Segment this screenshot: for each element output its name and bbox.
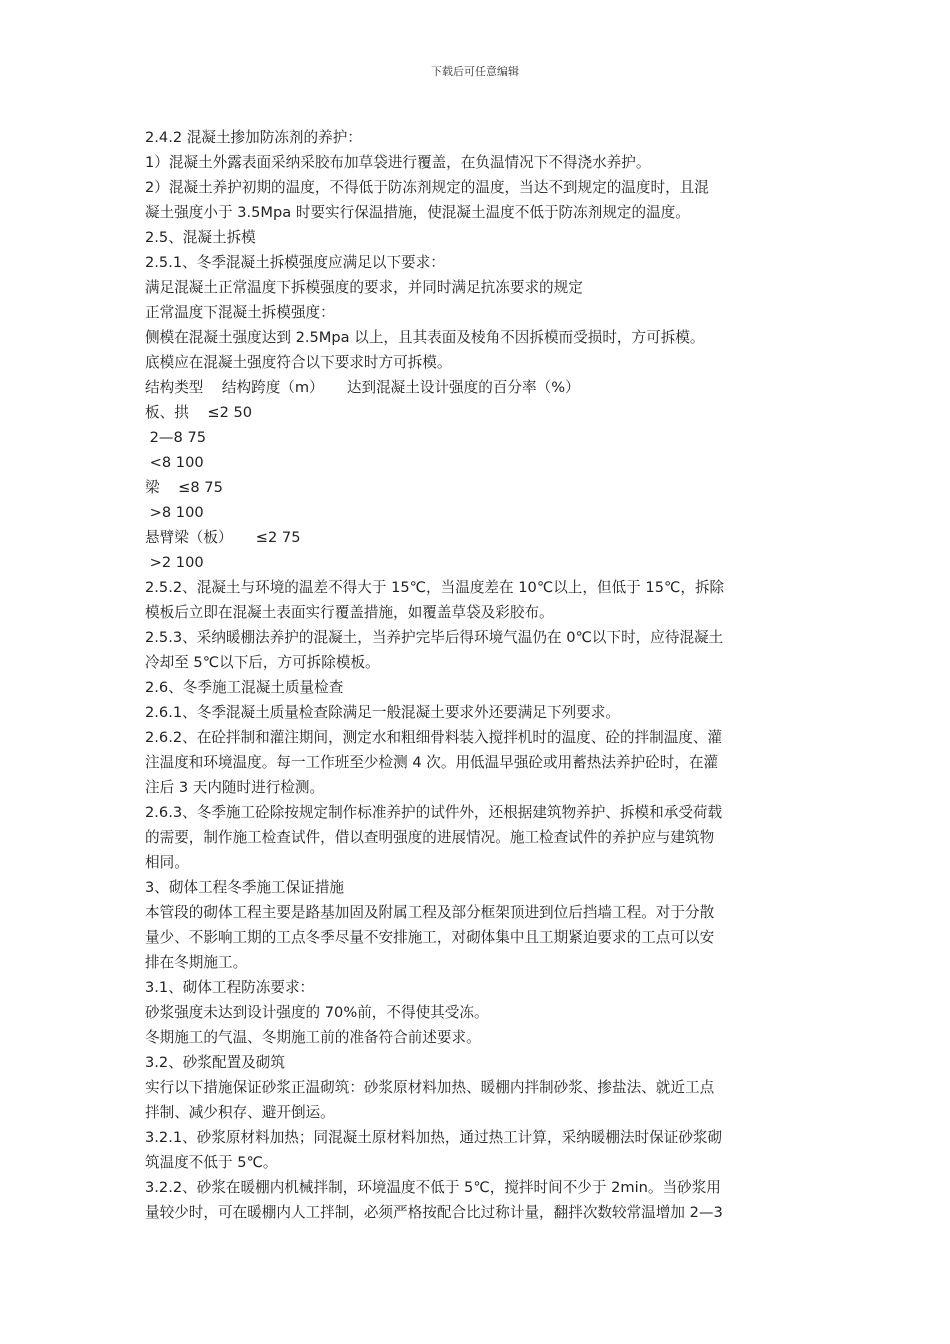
text-line: 模板后立即在混凝土表面实行覆盖措施，如覆盖草袋及彩胶布。 <box>145 604 554 621</box>
text-line: 3.1、砌体工程防冻要求： <box>145 979 315 996</box>
text-line: 量较少时，可在暖棚内人工拌制，必须严格按配合比过称计量，翻拌次数较常温增加 2—3 <box>145 1204 723 1221</box>
text-line: 排在冬期施工。 <box>145 954 248 971</box>
text-line: 满足混凝土正常温度下拆模强度的要求，并同时满足抗冻要求的规定 <box>145 279 583 296</box>
text-line: 2.6.3、冬季施工砼除按规定制作标准养护的试件外，还根据建筑物养护、拆模和承受荷载 <box>145 804 723 821</box>
text-line: 冬期施工的气温、冬期施工前的准备符合前述要求。 <box>145 1029 481 1046</box>
text-line: 梁 ≤8 75 <box>145 479 223 496</box>
text-line: 底模应在混凝土强度符合以下要求时方可拆模。 <box>145 354 452 371</box>
text-line: 2.4.2 混凝土掺加防冻剂的养护： <box>145 129 362 146</box>
text-line: 1）混凝土外露表面采纳采胶布加草袋进行覆盖，在负温情况下不得浇水养护。 <box>145 154 651 171</box>
text-line: 本管段的砌体工程主要是路基加固及附属工程及部分框架顶进到位后挡墙工程。对于分散 <box>145 904 715 921</box>
text-line: 板、拱 ≤2 50 <box>145 404 253 421</box>
text-line: 量少、不影响工期的工点冬季尽量不安排施工，对砌体集中且工期紧迫要求的工点可以安 <box>145 929 715 946</box>
page-header: 下载后可任意编辑 <box>431 65 519 78</box>
text-line: 2—8 75 <box>145 429 207 446</box>
document-body <box>145 125 809 1225</box>
text-line: 的需要，制作施工检查试件，借以查明强度的进展情况。施工检查试件的养护应与建筑物 <box>145 829 715 846</box>
text-line: 2）混凝土养护初期的温度，不得低于防冻剂规定的温度，当达不到规定的温度时，且混 <box>145 179 709 196</box>
text-line: 2.6、冬季施工混凝土质量检查 <box>145 679 344 696</box>
text-line: 2.5.3、采纳暖棚法养护的混凝土，当养护完毕后得环境气温仍在 0℃以下时，应待混凝土 <box>145 629 724 646</box>
text-line: <8 100 <box>145 454 204 471</box>
text-line: 3、砌体工程冬季施工保证措施 <box>145 879 345 896</box>
text-line: 正常温度下混凝土拆模强度： <box>145 304 335 321</box>
text-line: 注温度和环境温度。每一工作班至少检测 4 次。用低温早强砼或用蓄热法养护砼时，在灌 <box>145 754 719 771</box>
text-line: 3.2.2、砂浆在暖棚内机械拌制，环境温度不低于 5℃，搅拌时间不少于 2min。当砂浆用 <box>145 1179 721 1196</box>
text-line: 相同。 <box>145 854 189 871</box>
text-line: 2.5.1、冬季混凝土拆模强度应满足以下要求： <box>145 254 445 271</box>
text-line: 结构类型 结构跨度（m） 达到混凝土设计强度的百分率（%） <box>145 379 580 396</box>
text-line: 3.2、砂浆配置及砌筑 <box>145 1054 285 1071</box>
text-line: >2 100 <box>145 554 204 571</box>
text-line: 3.2.1、砂浆原材料加热；同混凝土原材料加热，通过热工计算，采纳暖棚法时保证砂浆砌 <box>145 1129 723 1146</box>
text-line: 拌制、减少积存、避开倒运。 <box>145 1104 335 1121</box>
text-line: 2.5.2、混凝土与环境的温差不得大于 15℃，当温度差在 10℃以上，但低于 15℃，拆除 <box>145 579 725 596</box>
text-line: 冷却至 5℃以下后，方可拆除模板。 <box>145 654 380 671</box>
text-line: >8 100 <box>145 504 204 521</box>
text-line: 砂浆强度未达到设计强度的 70%前，不得使其受冻。 <box>145 1004 489 1021</box>
text-line: 凝土强度小于 3.5Mpa 时要实行保温措施，使混凝土温度不低于防冻剂规定的温度。 <box>145 204 690 221</box>
text-line: 注后 3 天内随时进行检测。 <box>145 779 325 796</box>
text-line: 侧模在混凝土强度达到 2.5Mpa 以上，且其表面及棱角不因拆模而受损时，方可拆模。 <box>145 329 705 346</box>
text-line: 2.6.1、冬季混凝土质量检查除满足一般混凝土要求外还要满足下列要求。 <box>145 704 620 721</box>
text-line: 2.5、混凝土拆模 <box>145 229 256 246</box>
text-line: 筑温度不低于 5℃。 <box>145 1154 278 1171</box>
text-line: 2.6.2、在砼拌制和灌注期间，测定水和粗细骨料装入搅拌机时的温度、砼的拌制温度、灌 <box>145 729 723 746</box>
text-line: 实行以下措施保证砂浆正温砌筑：砂浆原材料加热、暖棚内拌制砂浆、掺盐法、就近工点 <box>145 1079 715 1096</box>
text-line: 悬臂梁（板） ≤2 75 <box>145 529 301 546</box>
